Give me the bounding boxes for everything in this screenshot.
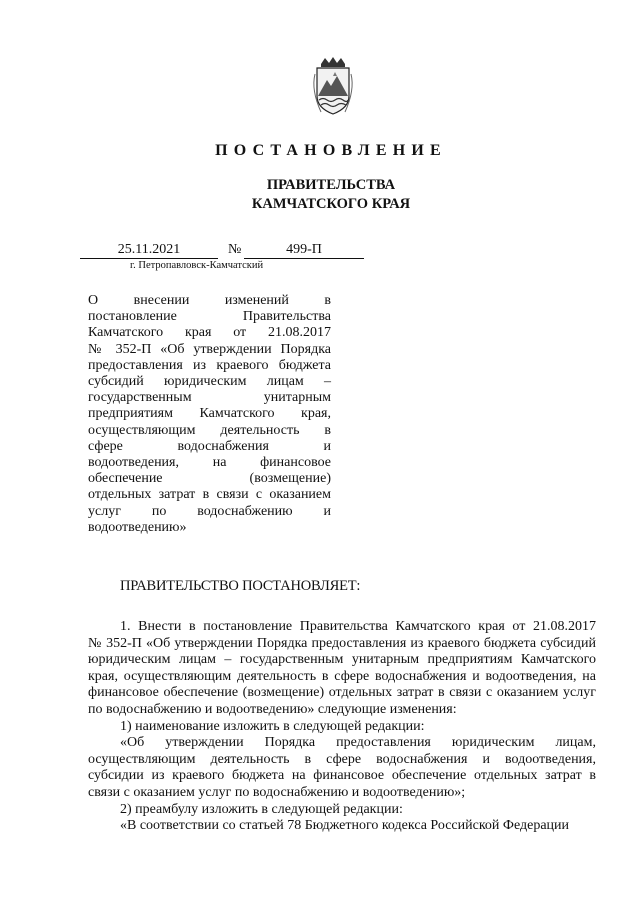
body-line: № 352-П «Об утверждении Порядка предоставления из краевого бюджета субсидий [88,635,596,651]
subject-line: № 352-П «Об утверждении Порядка [88,341,331,357]
number-sign: № [228,242,242,257]
subject-line: субсидий юридическим лицам – [88,374,331,390]
document-subject [88,293,331,536]
body-line: по водоснабжению и водоотведению» следующие изменения: [88,701,457,717]
document-number: 499-П [244,241,364,259]
document-date: 25.11.2021 [80,241,218,259]
subject-line: предоставления из краевого бюджета [88,357,331,373]
document-type-title: ПОСТАНОВЛЕНИЕ [215,142,447,159]
subject-line: государственным унитарным [88,390,331,406]
subject-line: Камчатского края от 21.08.2017 [88,325,331,341]
body-line: «Об утверждении Порядка предоставления юридическим лицам, [120,735,596,751]
body-line: края, осуществляющим деятельность в сфере водоснабжения и водоотведения, на [88,668,596,684]
kamchatka-coat-of-arms-icon [307,56,359,116]
subject-line: сфере водоснабжения и [88,438,331,454]
body-line: 2) преамбулу изложить в следующей редакции: [120,801,403,817]
body-line: осуществляющим деятельность в сфере водоснабжения и водоотведения, [88,751,596,767]
subject-line: отдельных затрат в связи с оказанием [88,487,331,503]
body-line: субсидии из краевого бюджета на финансовое обеспечение отдельных затрат в [88,768,596,784]
subject-line: обеспечение (возмещение) [88,471,331,487]
body-line: связи с оказанием услуг по водоснабжению и водоотведению»; [88,784,466,800]
subject-line: осуществляющим деятельность в [88,422,331,438]
subject-line: О внесении изменений в [88,293,331,308]
subject-line: водоотведению» [88,519,187,535]
subject-line: услуг по водоснабжению и [88,503,331,519]
subject-line: водоотведения, на финансовое [88,455,331,471]
body-line: финансовое обеспечение (возмещение) отдельных затрат в связи с оказанием услуг [88,685,596,701]
body-line: «В соответствии со статьей 78 Бюджетного кодекса Российской Федерации [120,818,570,834]
issuer-line-2: КАМЧАТСКОГО КРАЯ [251,196,411,212]
document-body [88,619,596,835]
body-line: юридическим лицам – государственным унитарным предприятиям Камчатского [88,652,596,668]
subject-line: постановление Правительства [88,309,331,325]
body-line: 1. Внести в постановление Правительства Камчатского края от 21.08.2017 [120,619,596,634]
issue-city: г. Петропавловск-Камчатский [130,260,264,271]
issuer-line-1: ПРАВИТЕЛЬСТВА [266,177,396,193]
body-line: 1) наименование изложить в следующей редакции: [120,718,425,734]
resolving-clause: ПРАВИТЕЛЬСТВО ПОСТАНОВЛЯЕТ: [120,578,361,594]
subject-line: предприятиям Камчатского края, [88,406,331,422]
